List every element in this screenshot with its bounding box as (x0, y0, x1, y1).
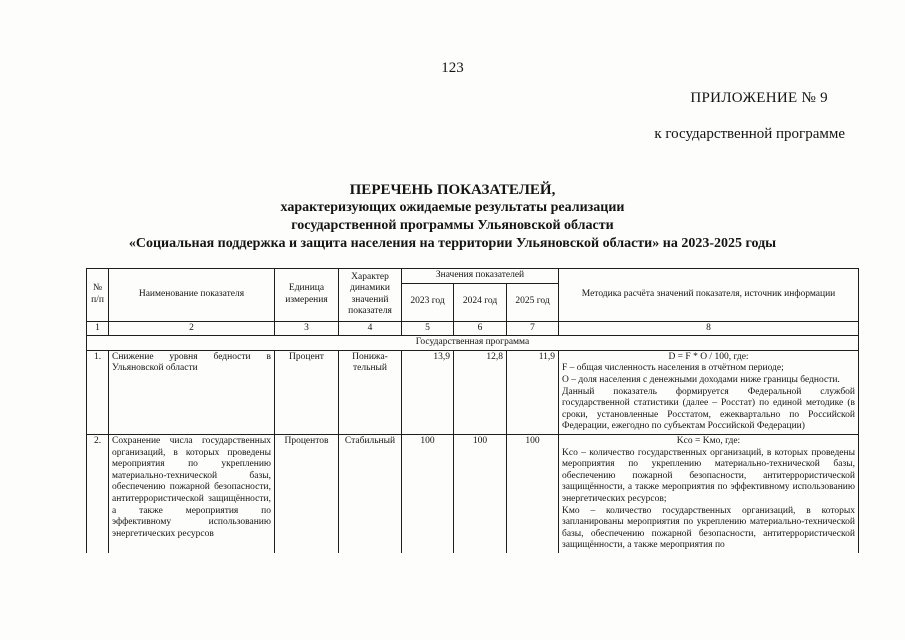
row-method (559, 434, 859, 552)
page-number: 123 (441, 60, 464, 76)
indicators-table (86, 268, 859, 553)
row-name: Сохранение числа государственных организаций, в которых проведены мероприятия по укреплению материально-технической базы, обеспечению пожарной безопасности, антитеррористической защищённости, а также мероприятия по эффективному использованию энергетических ресурсов (109, 434, 275, 552)
col-number: 6 (454, 321, 507, 336)
row-value-2025: 100 (507, 434, 559, 552)
row-unit: Процентов (275, 434, 339, 552)
method-line: F – общая численность населения в отчётном периоде; (562, 363, 784, 374)
header-unit: Единица измерения (275, 269, 339, 322)
row-value-2024: 12,8 (454, 350, 507, 434)
header-2024: 2024 год (454, 283, 507, 321)
column-number-row (87, 321, 859, 336)
header-values-group: Значения показателей (402, 269, 559, 284)
heading-line-4: «Социальная поддержка и защита населения на территории Ульяновской области» на 2023-2025 годы (128, 236, 777, 251)
col-number: 5 (402, 321, 454, 336)
col-number: 4 (339, 321, 402, 336)
heading-line-2: характеризующих ожидаемые результаты реализации (280, 200, 625, 215)
header-row-1 (87, 269, 859, 284)
col-number: 8 (559, 321, 859, 336)
row-dynamics: Понижа-тельный (339, 350, 402, 434)
col-number: 2 (109, 321, 275, 336)
method-line: O – доля населения с денежными доходами ниже границы бедности. (562, 374, 840, 385)
section-row (87, 336, 859, 351)
col-number: 3 (275, 321, 339, 336)
method-line: Kсо – количество государственных организаций, в которых проведены мероприятия по укреплению материально-технической базы, обеспечению пожарной безопасности, антитеррористической защищённости, а также мероприятия по эффективному использованию энергетических ресурсов; (562, 447, 855, 504)
method-formula: Kсо = Kмо, где: (676, 435, 741, 446)
row-dynamics: Стабильный (339, 434, 402, 552)
row-value-2023: 13,9 (402, 350, 454, 434)
section-title: Государственная программа (87, 336, 859, 351)
table-row (87, 350, 859, 434)
row-unit: Процент (275, 350, 339, 434)
header-2023: 2023 год (402, 283, 454, 321)
appendix-subtitle: к государственной программе (654, 126, 845, 142)
appendix-title: ПРИЛОЖЕНИЕ № 9 (690, 90, 828, 106)
row-value-2025: 11,9 (507, 350, 559, 434)
row-name: Снижение уровня бедности в Ульяновской области (109, 350, 275, 434)
header-num: № п/п (87, 269, 109, 322)
method-line: Данный показатель формируется Федеральной службой государственной статистики (далее – Росстат) по единой методике (в сроки, установленные Росстатом, ежеквартально по Российской Федерации, ежегодно по субъектам Российской Федерации) (562, 386, 855, 432)
heading-line-3: государственной программы Ульяновской области (291, 218, 614, 233)
method-formula: D = F * O / 100, где: (668, 351, 749, 362)
header-method: Методика расчёта значений показателя, источник информации (559, 269, 859, 322)
col-number: 7 (507, 321, 559, 336)
row-method (559, 350, 859, 434)
col-number: 1 (87, 321, 109, 336)
document-heading (0, 181, 905, 253)
header-name: Наименование показателя (109, 269, 275, 322)
row-num: 2. (87, 434, 109, 552)
row-value-2023: 100 (402, 434, 454, 552)
heading-line-1: ПЕРЕЧЕНЬ ПОКАЗАТЕЛЕЙ, (349, 182, 556, 198)
row-num: 1. (87, 350, 109, 434)
row-value-2024: 100 (454, 434, 507, 552)
table-row (87, 434, 859, 552)
header-2025: 2025 год (507, 283, 559, 321)
method-line: Kмо – количество государственных организаций, в которых запланированы мероприятия по укреплению материально-технической базы, обеспечению пожарной безопасности, антитеррористической защищённости, а также мероприятия по (562, 505, 855, 551)
header-dynamics: Характер динамики значений показателя (339, 269, 402, 322)
